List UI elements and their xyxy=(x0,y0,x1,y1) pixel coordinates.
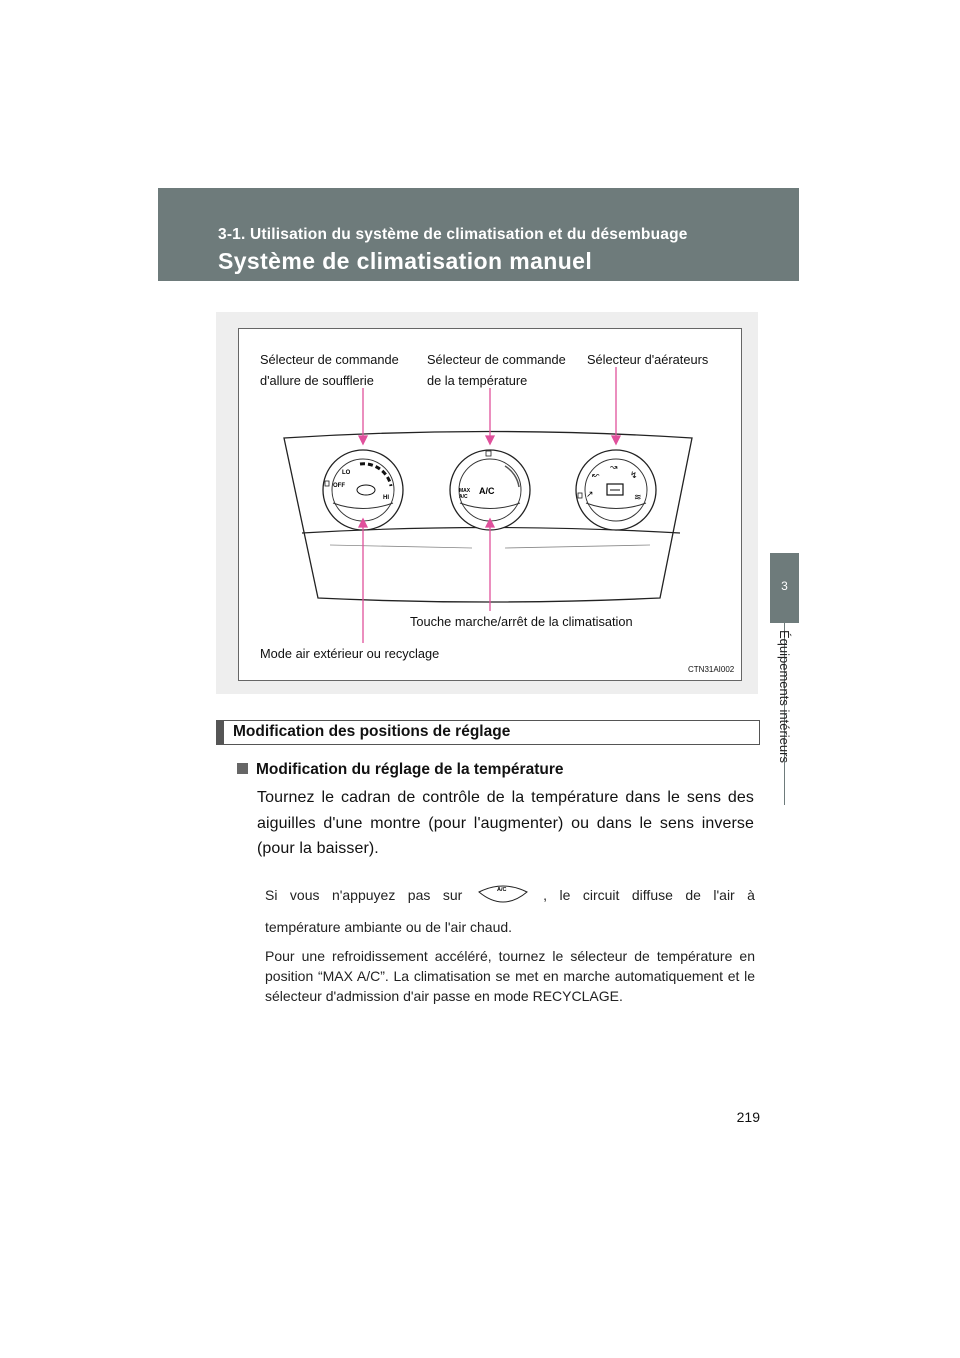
vent-selector-label: Sélecteur d'aérateurs xyxy=(587,352,709,367)
page-number: 219 xyxy=(736,1109,760,1125)
note-max-ac: Pour une refroidissement accéléré, tournez le sélecteur de température en position “MAX A/C”. La climatisation se met en marche automatiquement et le sélecteur d'admission d'air passe en mode RECYCLAGE. xyxy=(265,948,755,1004)
section-heading-text: Modification des positions de réglage xyxy=(233,723,511,740)
fan-selector-label-1: Sélecteur de commande xyxy=(260,352,399,367)
section-heading xyxy=(216,720,760,745)
note-word: n'appuyez xyxy=(331,887,396,903)
note-ac-line2: température ambiante ou de l'air chaud. xyxy=(265,919,513,935)
bilevel-vent-icon: ↝ xyxy=(610,463,618,473)
defrost-icon: ≋ xyxy=(634,493,642,503)
note-word: de xyxy=(685,887,701,903)
vent-knob xyxy=(576,450,656,530)
knob-ac-text: A/C xyxy=(479,486,495,496)
knob-lo-text: LO xyxy=(342,470,351,476)
ac-button-label: Touche marche/arrêt de la climatisation xyxy=(410,614,633,629)
note-word: le xyxy=(559,887,571,903)
note-word: vous xyxy=(289,887,320,903)
ac-button-icon xyxy=(475,882,531,908)
section-path: 3-1. Utilisation du système de climatisation et du désembuage xyxy=(218,226,688,243)
note-word: sur xyxy=(442,887,463,903)
figure-code: CTN31AI002 xyxy=(688,665,735,674)
foot-vent-icon: ↗ xyxy=(586,490,594,500)
temp-selector-label-1: Sélecteur de commande xyxy=(427,352,566,367)
note-ac-line1 xyxy=(265,882,755,908)
note-word: à xyxy=(747,887,755,903)
chapter-label: Équipements intérieurs xyxy=(777,630,792,763)
subsection-heading xyxy=(237,761,563,779)
chapter-number: 3 xyxy=(781,579,788,593)
heading-bar xyxy=(217,721,224,744)
fan-selector-label-2: d'allure de soufflerie xyxy=(260,373,374,388)
note-word: Si xyxy=(265,887,278,903)
ac-icon-text: A/C xyxy=(496,887,507,893)
note-word: pas xyxy=(407,887,431,903)
instruction-paragraph: Tournez le cadran de contrôle de la température dans le sens des aiguilles d'une montre (pour l'augmenter) ou dans le sens inverse (pour la baisser). xyxy=(257,789,754,857)
foot-defrost-icon: ↯ xyxy=(630,471,638,481)
knob-max-text: MAX xyxy=(459,488,471,494)
note-word: , xyxy=(543,887,548,903)
subsection-heading-text: Modification du réglage de la température xyxy=(256,761,564,778)
knob-hi-text: HI xyxy=(383,495,389,501)
face-vent-icon: ↜ xyxy=(592,471,600,481)
knob-max-ac-text: A/C xyxy=(459,494,468,500)
square-bullet-icon xyxy=(237,763,248,774)
temp-selector-label-2: de la température xyxy=(427,373,528,388)
knob-off-text: OFF xyxy=(333,483,345,489)
air-mode-label: Mode air extérieur ou recyclage xyxy=(260,646,440,661)
note-word: diffuse xyxy=(631,887,673,903)
page-title: Système de climatisation manuel xyxy=(218,248,593,274)
note-word: l'air xyxy=(713,887,735,903)
note-word: circuit xyxy=(582,887,620,903)
